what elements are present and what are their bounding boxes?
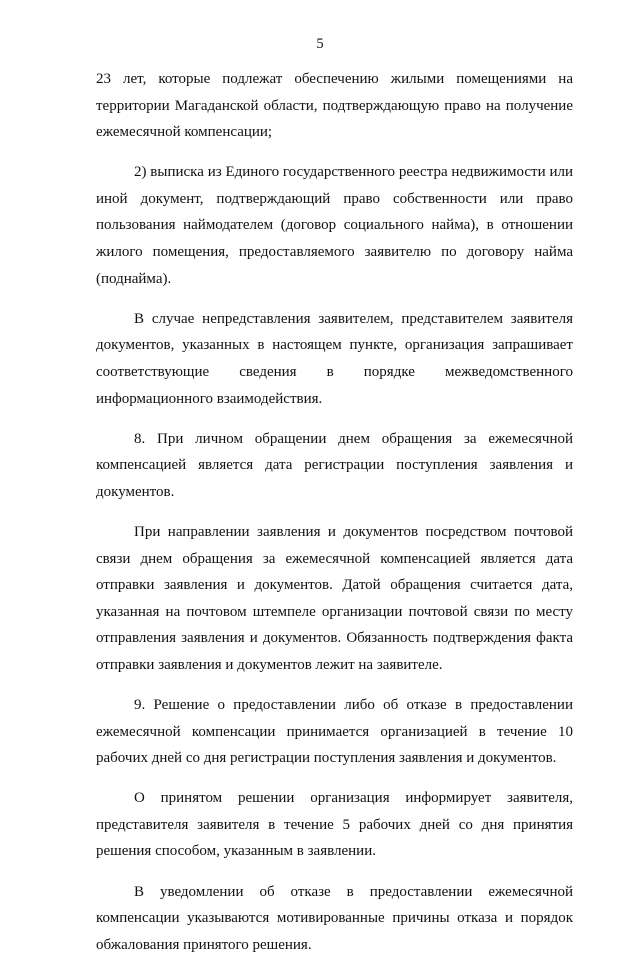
paragraph-continuation: 23 лет, которые подлежат обеспечению жилыми помещениями на территории Магаданской области, подтверждающую право на получение ежемесячной компенсации; <box>96 71 573 141</box>
paragraph-item-2: 2) выписка из Единого государственного реестра недвижимости или иной документ, подтверждающий право собственности или право пользования наймодателем (договор социального найма), в отношении жилого помещения, предоставляемого заявителю по договору найма (поднайма). <box>96 164 573 287</box>
paragraph-refusal-notice: В уведомлении об отказе в предоставлении ежемесячной компенсации указываются мотивированные причины отказа и порядок обжалования принятого решения. <box>96 883 573 953</box>
document-body <box>96 66 573 972</box>
paragraph-postal-submission: При направлении заявления и документов посредством почтовой связи днем обращения за ежемесячной компенсацией является дата отправки заявления и документов. Датой обращения считается дата, указанная на почтовом штемпеле организации почтовой связи по месту отправления заявления и документов. Обязанность подтверждения факта отправки заявления и документов лежит на заявителе. <box>96 523 573 673</box>
paragraph-clause-9: 9. Решение о предоставлении либо об отказе в предоставлении ежемесячной компенсации принимается организацией в течение 10 рабочих дней со дня регистрации поступления заявления и документов. <box>96 696 573 767</box>
paragraph-clause-8: 8. При личном обращении днем обращения за ежемесячной компенсацией является дата регистрации поступления заявления и документов. <box>96 430 573 500</box>
paragraph-nonsubmission: В случае непредставления заявителем, представителем заявителя документов, указанных в настоящем пункте, организация запрашивает соответствующие сведения в порядке межведомственного информационного взаимодействия. <box>96 310 573 407</box>
paragraph-decision-notice: О принятом решении организация информирует заявителя, представителя заявителя в течение 5 рабочих дней со дня принятия решения способом, указанным в заявлении. <box>96 790 573 860</box>
page-number: 5 <box>316 36 324 52</box>
